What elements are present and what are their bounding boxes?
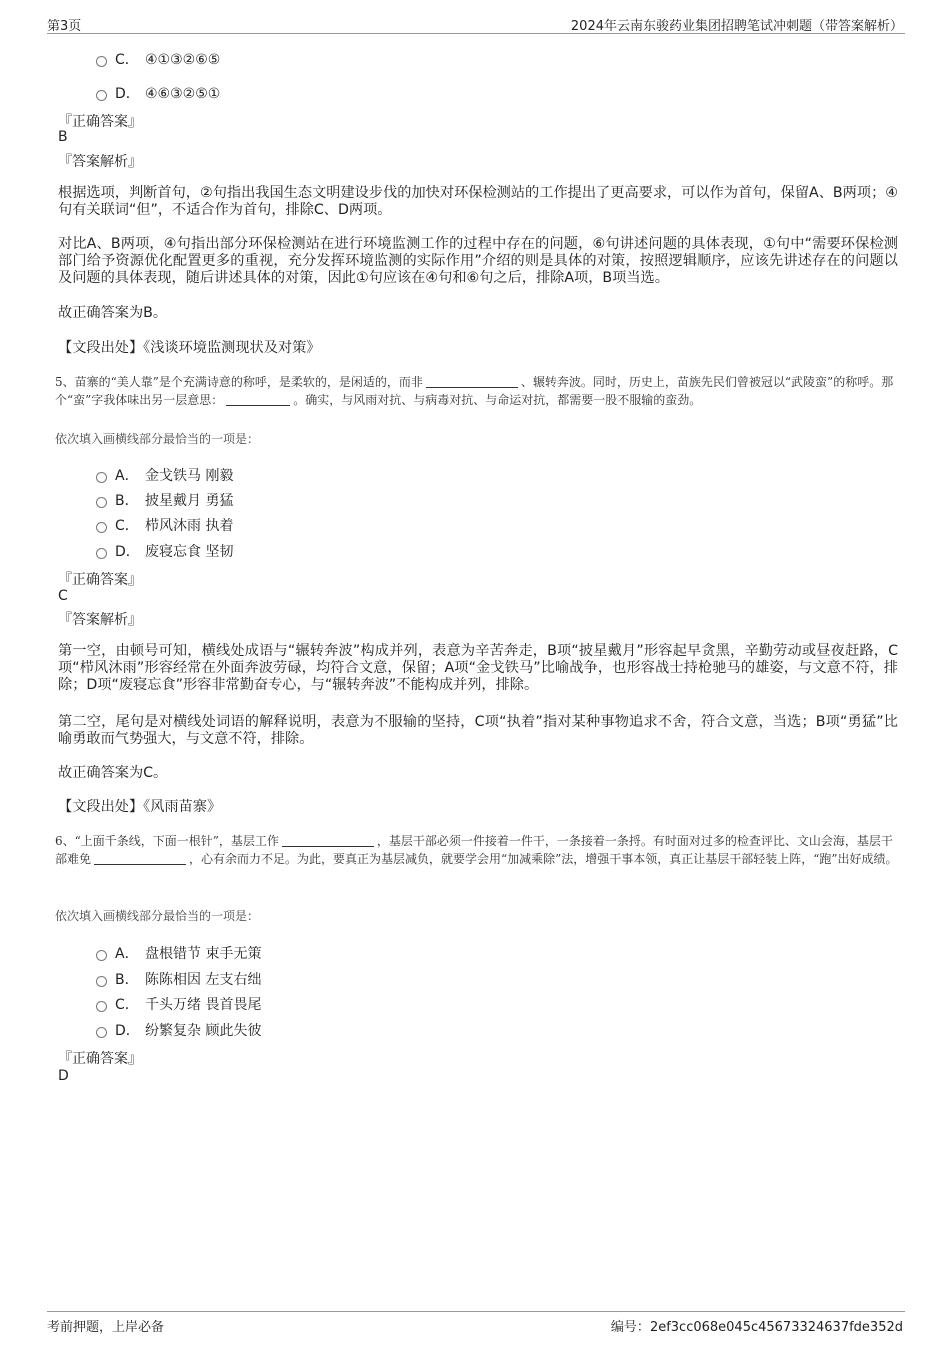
radio-icon[interactable] bbox=[96, 497, 107, 508]
question-instruction: 依次填入画横线部分最恰当的一项是： bbox=[55, 909, 260, 923]
answer-label: 『正确答案』 bbox=[58, 572, 142, 588]
page-header bbox=[47, 14, 905, 34]
q5-option-d[interactable]: D． 废寝忘食 坚韧 bbox=[96, 541, 233, 561]
radio-icon[interactable] bbox=[96, 522, 107, 533]
page-footer bbox=[47, 1311, 905, 1334]
analysis-conclusion: 故正确答案为B。 bbox=[58, 305, 168, 321]
q5-option-a[interactable]: A． 金戈铁马 刚毅 bbox=[96, 465, 233, 485]
fill-blank[interactable] bbox=[282, 833, 374, 847]
analysis-paragraph: 对比A、B两项，④句指出部分环保检测站在进行环境监测工作的过程中存在的问题，⑥句讲述问题的具体表现，①句中“需要环保检测部门给予资源优化配置更多的重视，充分发挥环境监测的实际作用”介绍的则是具体的对策，按照逻辑顺序，应该先讲述存在的问题以及问题的具体表现，随后讲述具体的对策，因此①句应该在④句和⑥句之后，排除A项，B项当选。 bbox=[58, 236, 898, 286]
document-title: 2024年云南东骏药业集团招聘笔试冲刺题（带答案解析） bbox=[570, 19, 903, 34]
analysis-label: 『答案解析』 bbox=[58, 154, 142, 170]
answer-label: 『正确答案』 bbox=[58, 114, 142, 130]
radio-icon[interactable] bbox=[96, 472, 107, 483]
q6-option-b[interactable]: B． 陈陈相因 左支右绌 bbox=[96, 969, 261, 989]
question-6-stem: 6、“上面千条线，下面一根针”，基层工作 ，基层干部必须一件接着一件干，一条接着一条捋。有时面对过多的检查评比、文山会海，基层干部难免 ，心有余而力不足。为此，要真正为基层减负，就要学会用“加减乘除”法，增强干事本领，真正让基层干部轻装上阵，“跑”出好成绩。 bbox=[55, 834, 898, 866]
footer-slogan: 考前押题，上岸必备 bbox=[47, 1320, 165, 1335]
prev-option-c[interactable]: C． ④①③②⑥⑤ bbox=[96, 49, 220, 69]
page-number: 第3页 bbox=[47, 19, 82, 34]
radio-icon[interactable] bbox=[96, 976, 107, 987]
answer-label: 『正确答案』 bbox=[58, 1051, 142, 1067]
source-citation: 【文段出处】《浅谈环境监测现状及对策》 bbox=[58, 340, 321, 356]
analysis-paragraph: 第二空，尾句是对横线处词语的解释说明，表意为不服输的坚持，C项“执着”指对某种事物追求不舍，符合文意，当选；B项“勇猛”比喻勇敢而气势强大，与文意不符，排除。 bbox=[58, 714, 898, 747]
analysis-paragraph: 第一空，由顿号可知，横线处成语与“辗转奔波”构成并列，表意为辛苦奔走，B项“披星戴月”形容起早贪黑，辛勤劳动或昼夜赶路，C项“栉风沐雨”形容经常在外面奔波劳碌，均符合文意，保留；A项“金戈铁马”比喻战争，也形容战士持枪驰马的雄姿，与文意不符，排除；D项“废寝忘食”形容非常勤奋专心，与“辗转奔波”不能构成并列，排除。 bbox=[58, 643, 898, 693]
radio-icon[interactable] bbox=[96, 1001, 107, 1012]
answer-value: B bbox=[58, 129, 68, 145]
prev-option-d[interactable]: D． ④⑥③②⑤① bbox=[96, 83, 220, 103]
q5-option-b[interactable]: B． 披星戴月 勇猛 bbox=[96, 490, 233, 510]
source-citation: 【文段出处】《风雨苗寨》 bbox=[58, 799, 222, 815]
fill-blank[interactable] bbox=[94, 851, 186, 865]
q5-option-c[interactable]: C． 栉风沐雨 执着 bbox=[96, 515, 233, 535]
question-5-stem: 5、苗寨的“美人靠”是个充满诗意的称呼，是柔软的，是闲适的，而非 、辗转奔波。同时，历史上，苗族先民们曾被冠以“武陵蛮”的称呼。那个“蛮”字我体味出另一层意思： 。确实，与风雨对抗、与病毒对抗、与命运对抗，都需要一股不服输的蛮劲。 bbox=[55, 375, 894, 407]
analysis-conclusion: 故正确答案为C。 bbox=[58, 765, 168, 781]
answer-value: C bbox=[58, 588, 68, 604]
q6-option-d[interactable]: D． 纷繁复杂 顾此失彼 bbox=[96, 1020, 261, 1040]
analysis-label: 『答案解析』 bbox=[58, 612, 142, 628]
radio-icon[interactable] bbox=[96, 548, 107, 559]
analysis-paragraph: 根据选项，判断首句，②句指出我国生态文明建设步伐的加快对环保检测站的工作提出了更高要求，可以作为首句，保留A、B两项；④句有关联词“但”，不适合作为首句，排除C、D两项。 bbox=[58, 185, 898, 218]
q6-option-c[interactable]: C． 千头万绪 畏首畏尾 bbox=[96, 994, 261, 1014]
radio-icon[interactable] bbox=[96, 56, 107, 67]
answer-value: D bbox=[58, 1068, 69, 1084]
radio-icon[interactable] bbox=[96, 950, 107, 961]
radio-icon[interactable] bbox=[96, 1027, 107, 1038]
radio-icon[interactable] bbox=[96, 90, 107, 101]
question-instruction: 依次填入画横线部分最恰当的一项是： bbox=[55, 432, 260, 446]
fill-blank[interactable] bbox=[426, 374, 518, 388]
fill-blank[interactable] bbox=[226, 392, 290, 406]
q6-option-a[interactable]: A． 盘根错节 束手无策 bbox=[96, 943, 261, 963]
document-code: 编号：2ef3cc068e045c45673324637fde352d bbox=[610, 1320, 903, 1335]
